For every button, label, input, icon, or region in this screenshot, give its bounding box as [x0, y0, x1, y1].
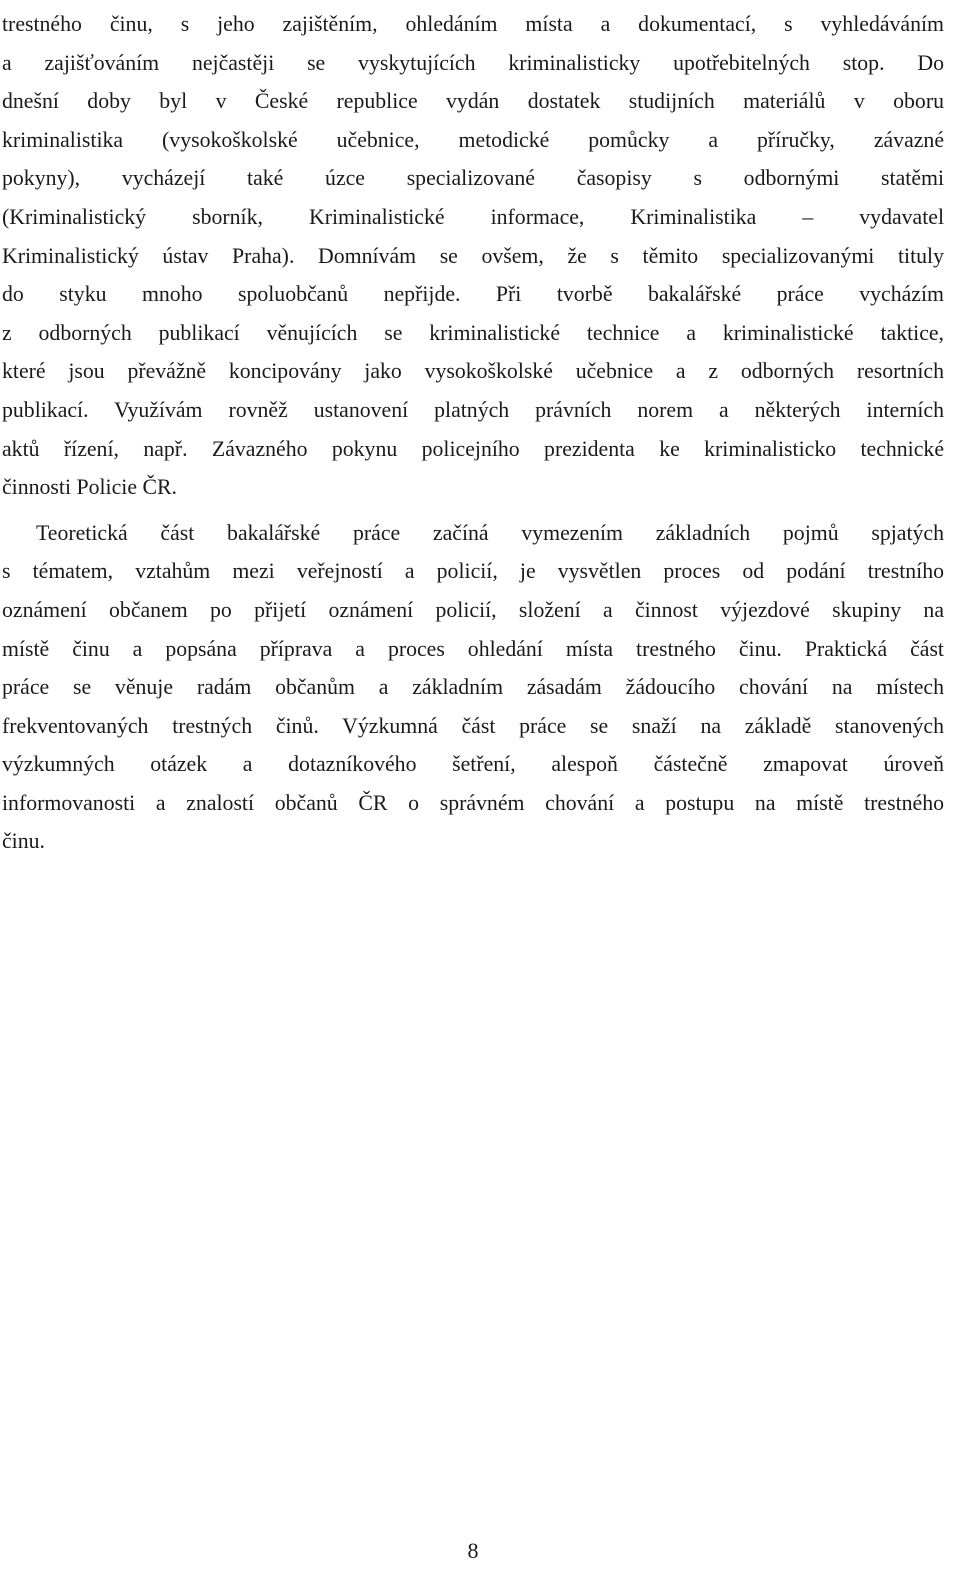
text-line: kriminalistika (vysokoškolské učebnice, metodické pomůcky a příručky, závazné [2, 127, 944, 152]
text-line: činnosti Policie ČR. [2, 475, 177, 500]
text-line: Teoretická část bakalářské práce začíná vymezením základních pojmů spjatých [36, 520, 944, 545]
text-line: práce se věnuje radám občanům a základním zásadám žádoucího chování na místech [2, 675, 944, 700]
page-number: 8 [467, 1538, 479, 1563]
text-line: aktů řízení, např. Závazného pokynu policejního prezidenta ke kriminalisticko technické [2, 436, 944, 461]
text-line: do styku mnoho spoluobčanů nepřijde. Při tvorbě bakalářské práce vycházím [2, 282, 944, 307]
text-line: z odborných publikací věnujících se kriminalistické technice a kriminalistické taktice, [2, 320, 944, 345]
text-line: dnešní doby byl v České republice vydán dostatek studijních materiálů v oboru [2, 89, 944, 114]
text-line: a zajišťováním nejčastěji se vyskytujících kriminalisticky upotřebitelných stop. Do [2, 50, 944, 75]
text-line: informovanosti a znalostí občanů ČR o správném chování a postupu na místě trestného [2, 790, 944, 815]
text-line: s tématem, vztahům mezi veřejností a policií, je vysvětlen proces od podání trestního [2, 559, 944, 584]
text-line: (Kriminalistický sborník, Kriminalistické informace, Kriminalistika – vydavatel [2, 204, 944, 229]
text-line: pokyny), vycházejí také úzce specializované časopisy s odbornými statěmi [2, 166, 944, 191]
text-line: publikací. Využívám rovněž ustanovení platných právních norem a některých interních [2, 397, 944, 422]
paragraph-2 [2, 514, 944, 861]
text-body [2, 5, 944, 861]
text-line: činu. [2, 829, 45, 854]
text-line: oznámení občanem po přijetí oznámení policií, složení a činnost výjezdové skupiny na [2, 597, 944, 622]
text-line: které jsou převážně koncipovány jako vysokoškolské učebnice a z odborných resortních [2, 359, 944, 384]
text-line: Kriminalistický ústav Praha). Domnívám se ovšem, že s těmito specializovanými tituly [2, 243, 944, 268]
text-line: trestného činu, s jeho zajištěním, ohledáním místa a dokumentací, s vyhledáváním [2, 12, 944, 36]
text-line: místě činu a popsána příprava a proces ohledání místa trestného činu. Praktická část [2, 636, 944, 661]
paragraph-1 [2, 5, 944, 507]
text-line: výzkumných otázek a dotazníkového šetření, alespoň částečně zmapovat úroveň [2, 752, 944, 777]
text-line: frekventovaných trestných činů. Výzkumná část práce se snaží na základě stanovených [2, 713, 944, 738]
